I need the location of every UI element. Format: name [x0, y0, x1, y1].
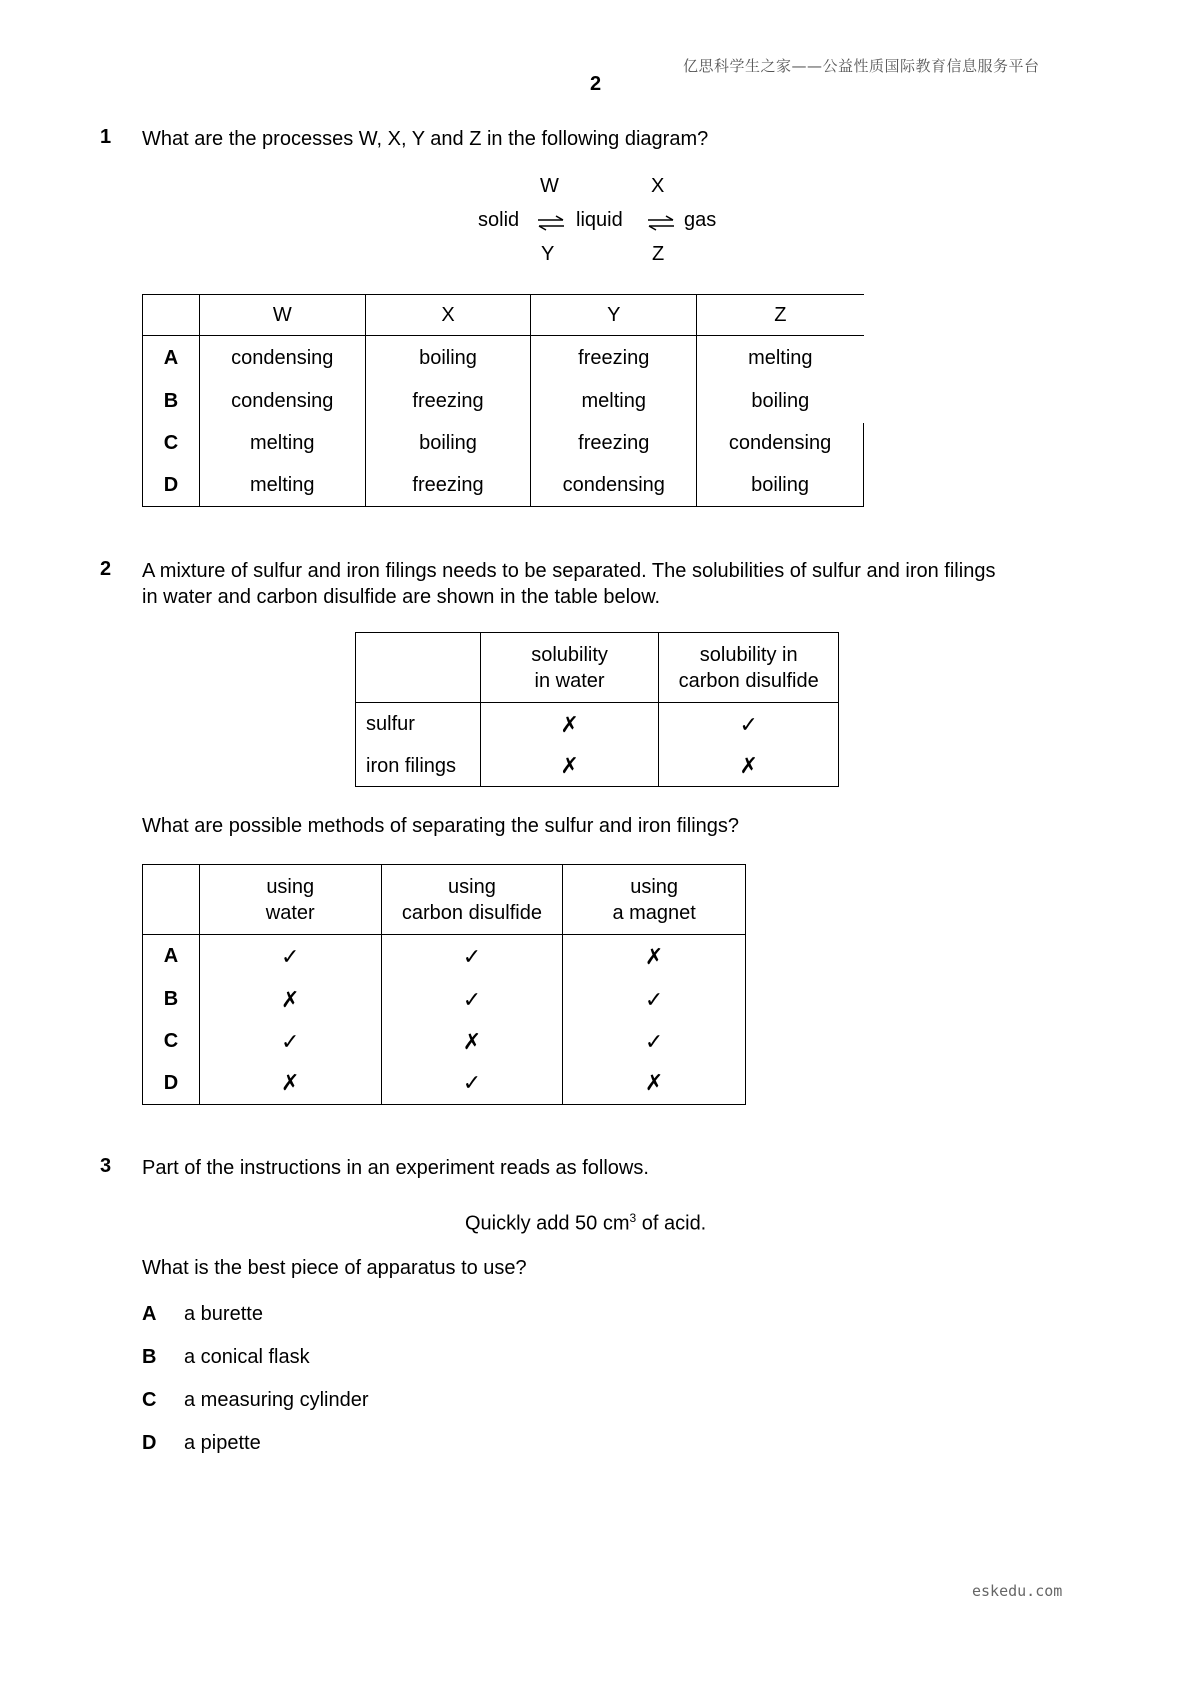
header-line: carbon disulfide — [678, 669, 819, 692]
site-header-text: 亿思科学生之家——公益性质国际教育信息服务平台 — [683, 57, 1040, 75]
question-3-text: Part of the instructions in an experiment reads as follows. — [142, 1157, 649, 1179]
table-cell: condensing — [199, 336, 365, 381]
table-row — [143, 423, 864, 465]
table-cell: melting — [199, 423, 365, 465]
option-text: a conical flask — [184, 1346, 310, 1368]
option-letter: B — [142, 1346, 157, 1368]
question-3-prompt: What is the best piece of apparatus to use? — [142, 1257, 527, 1279]
row-label: iron filings — [356, 747, 481, 787]
equilibrium-arrow-icon — [646, 215, 676, 231]
option-letter: D — [142, 1432, 157, 1454]
tick-icon: ✓ — [199, 1021, 381, 1063]
table-row — [356, 703, 839, 747]
table-cell: freezing — [365, 381, 531, 423]
header-using-water — [199, 865, 381, 935]
cross-icon: ✗ — [199, 1063, 381, 1105]
tick-icon: ✓ — [199, 935, 381, 979]
table-cell: condensing — [199, 381, 365, 423]
label-y: Y — [541, 243, 555, 265]
table-cell: melting — [748, 346, 813, 369]
row-label: A — [143, 336, 200, 381]
question-2-number: 2 — [100, 558, 112, 580]
row-label: C — [143, 423, 200, 465]
solubility-table — [355, 632, 839, 787]
table-header-row — [143, 295, 864, 336]
header-w: W — [199, 295, 365, 336]
tick-icon: ✓ — [563, 1021, 746, 1063]
states-diagram — [470, 175, 730, 275]
cross-icon: ✗ — [199, 979, 381, 1021]
label-solid: solid — [478, 209, 520, 231]
option-letter: C — [142, 1389, 157, 1411]
question-3-number: 3 — [100, 1155, 112, 1177]
table-row — [143, 979, 746, 1021]
header-y: Y — [531, 295, 697, 336]
option-text: a measuring cylinder — [184, 1389, 369, 1411]
table-cell: freezing — [531, 423, 697, 465]
tick-icon: ✓ — [381, 979, 563, 1021]
table-cell: boiling — [365, 336, 531, 381]
table-header-row — [356, 633, 839, 703]
header-line: solubility in — [699, 643, 798, 666]
row-label: sulfur — [356, 703, 481, 747]
question-2-line-2: in water and carbon disulfide are shown in the table below. — [142, 586, 661, 608]
cross-icon: ✗ — [563, 935, 746, 979]
instruction-pre: Quickly add 50 cm — [465, 1212, 630, 1235]
table-cell: melting — [199, 465, 365, 507]
instruction-post: of acid. — [636, 1212, 707, 1235]
table-row — [143, 1021, 746, 1063]
table-row — [143, 1063, 746, 1105]
row-label: D — [143, 1063, 200, 1105]
footer-site-text: eskedu.com — [972, 1582, 1063, 1600]
header-line: carbon disulfide — [401, 901, 542, 924]
option-text: a burette — [184, 1303, 263, 1325]
question-2-text — [142, 558, 1102, 610]
table-cell: freezing — [365, 465, 531, 507]
option-letter: A — [142, 1303, 157, 1325]
label-w: W — [540, 175, 559, 197]
row-label: D — [143, 465, 200, 507]
cross-icon: ✗ — [480, 703, 659, 747]
page-number: 2 — [590, 73, 602, 95]
table-cell: freezing — [531, 336, 697, 381]
header-x: X — [365, 295, 531, 336]
instruction-superscript: 3 — [629, 1211, 637, 1225]
cross-icon: ✗ — [659, 747, 839, 787]
header-line: in water — [534, 669, 605, 692]
table-row — [143, 465, 864, 507]
label-z: Z — [652, 243, 665, 265]
option-text: a pipette — [184, 1432, 261, 1454]
header-line: a magnet — [612, 901, 696, 924]
table-header-row — [143, 865, 746, 935]
tick-icon: ✓ — [659, 703, 839, 747]
table-cell: boiling — [751, 390, 810, 412]
header-using-cs2 — [381, 865, 563, 935]
table-cell: melting — [531, 381, 697, 423]
cross-icon: ✗ — [381, 1021, 563, 1063]
table-cell: condensing — [531, 465, 697, 507]
header-line: using — [448, 875, 496, 898]
table-cell: boiling — [697, 465, 864, 507]
row-label: A — [143, 935, 200, 979]
question-1-text: What are the processes W, X, Y and Z in the following diagram? — [142, 128, 709, 150]
header-solubility-cs2 — [659, 633, 839, 703]
question-2-line-1: A mixture of sulfur and iron filings needs to be separated. The solubilities of sulfur and iron filings — [142, 560, 996, 582]
table-row — [143, 935, 746, 979]
question-1-number: 1 — [100, 126, 112, 148]
cross-icon: ✗ — [563, 1063, 746, 1105]
header-using-magnet — [563, 865, 746, 935]
label-gas: gas — [684, 209, 717, 231]
header-line: solubility — [531, 643, 608, 666]
row-label: B — [143, 381, 200, 423]
table-row — [356, 747, 839, 787]
question-2-prompt: What are possible methods of separating the sulfur and iron filings? — [142, 815, 740, 837]
methods-table — [142, 864, 746, 1105]
row-label: C — [143, 1021, 200, 1063]
row-label: B — [143, 979, 200, 1021]
cross-icon: ✗ — [480, 747, 659, 787]
header-solubility-water — [480, 633, 659, 703]
header-line: water — [265, 901, 315, 924]
tick-icon: ✓ — [381, 1063, 563, 1105]
header-z: Z — [697, 295, 864, 336]
instruction-text — [465, 1205, 706, 1237]
header-line: using — [266, 875, 315, 898]
table-cell: condensing — [697, 423, 864, 465]
label-x: X — [651, 175, 665, 197]
header-line: using — [630, 875, 679, 898]
q1-answer-table — [142, 294, 864, 507]
tick-icon: ✓ — [563, 979, 746, 1021]
equilibrium-arrow-icon — [536, 215, 566, 231]
label-liquid: liquid — [576, 209, 623, 231]
tick-icon: ✓ — [381, 935, 563, 979]
table-row — [143, 336, 864, 381]
table-row — [143, 381, 864, 423]
table-cell: boiling — [365, 423, 531, 465]
